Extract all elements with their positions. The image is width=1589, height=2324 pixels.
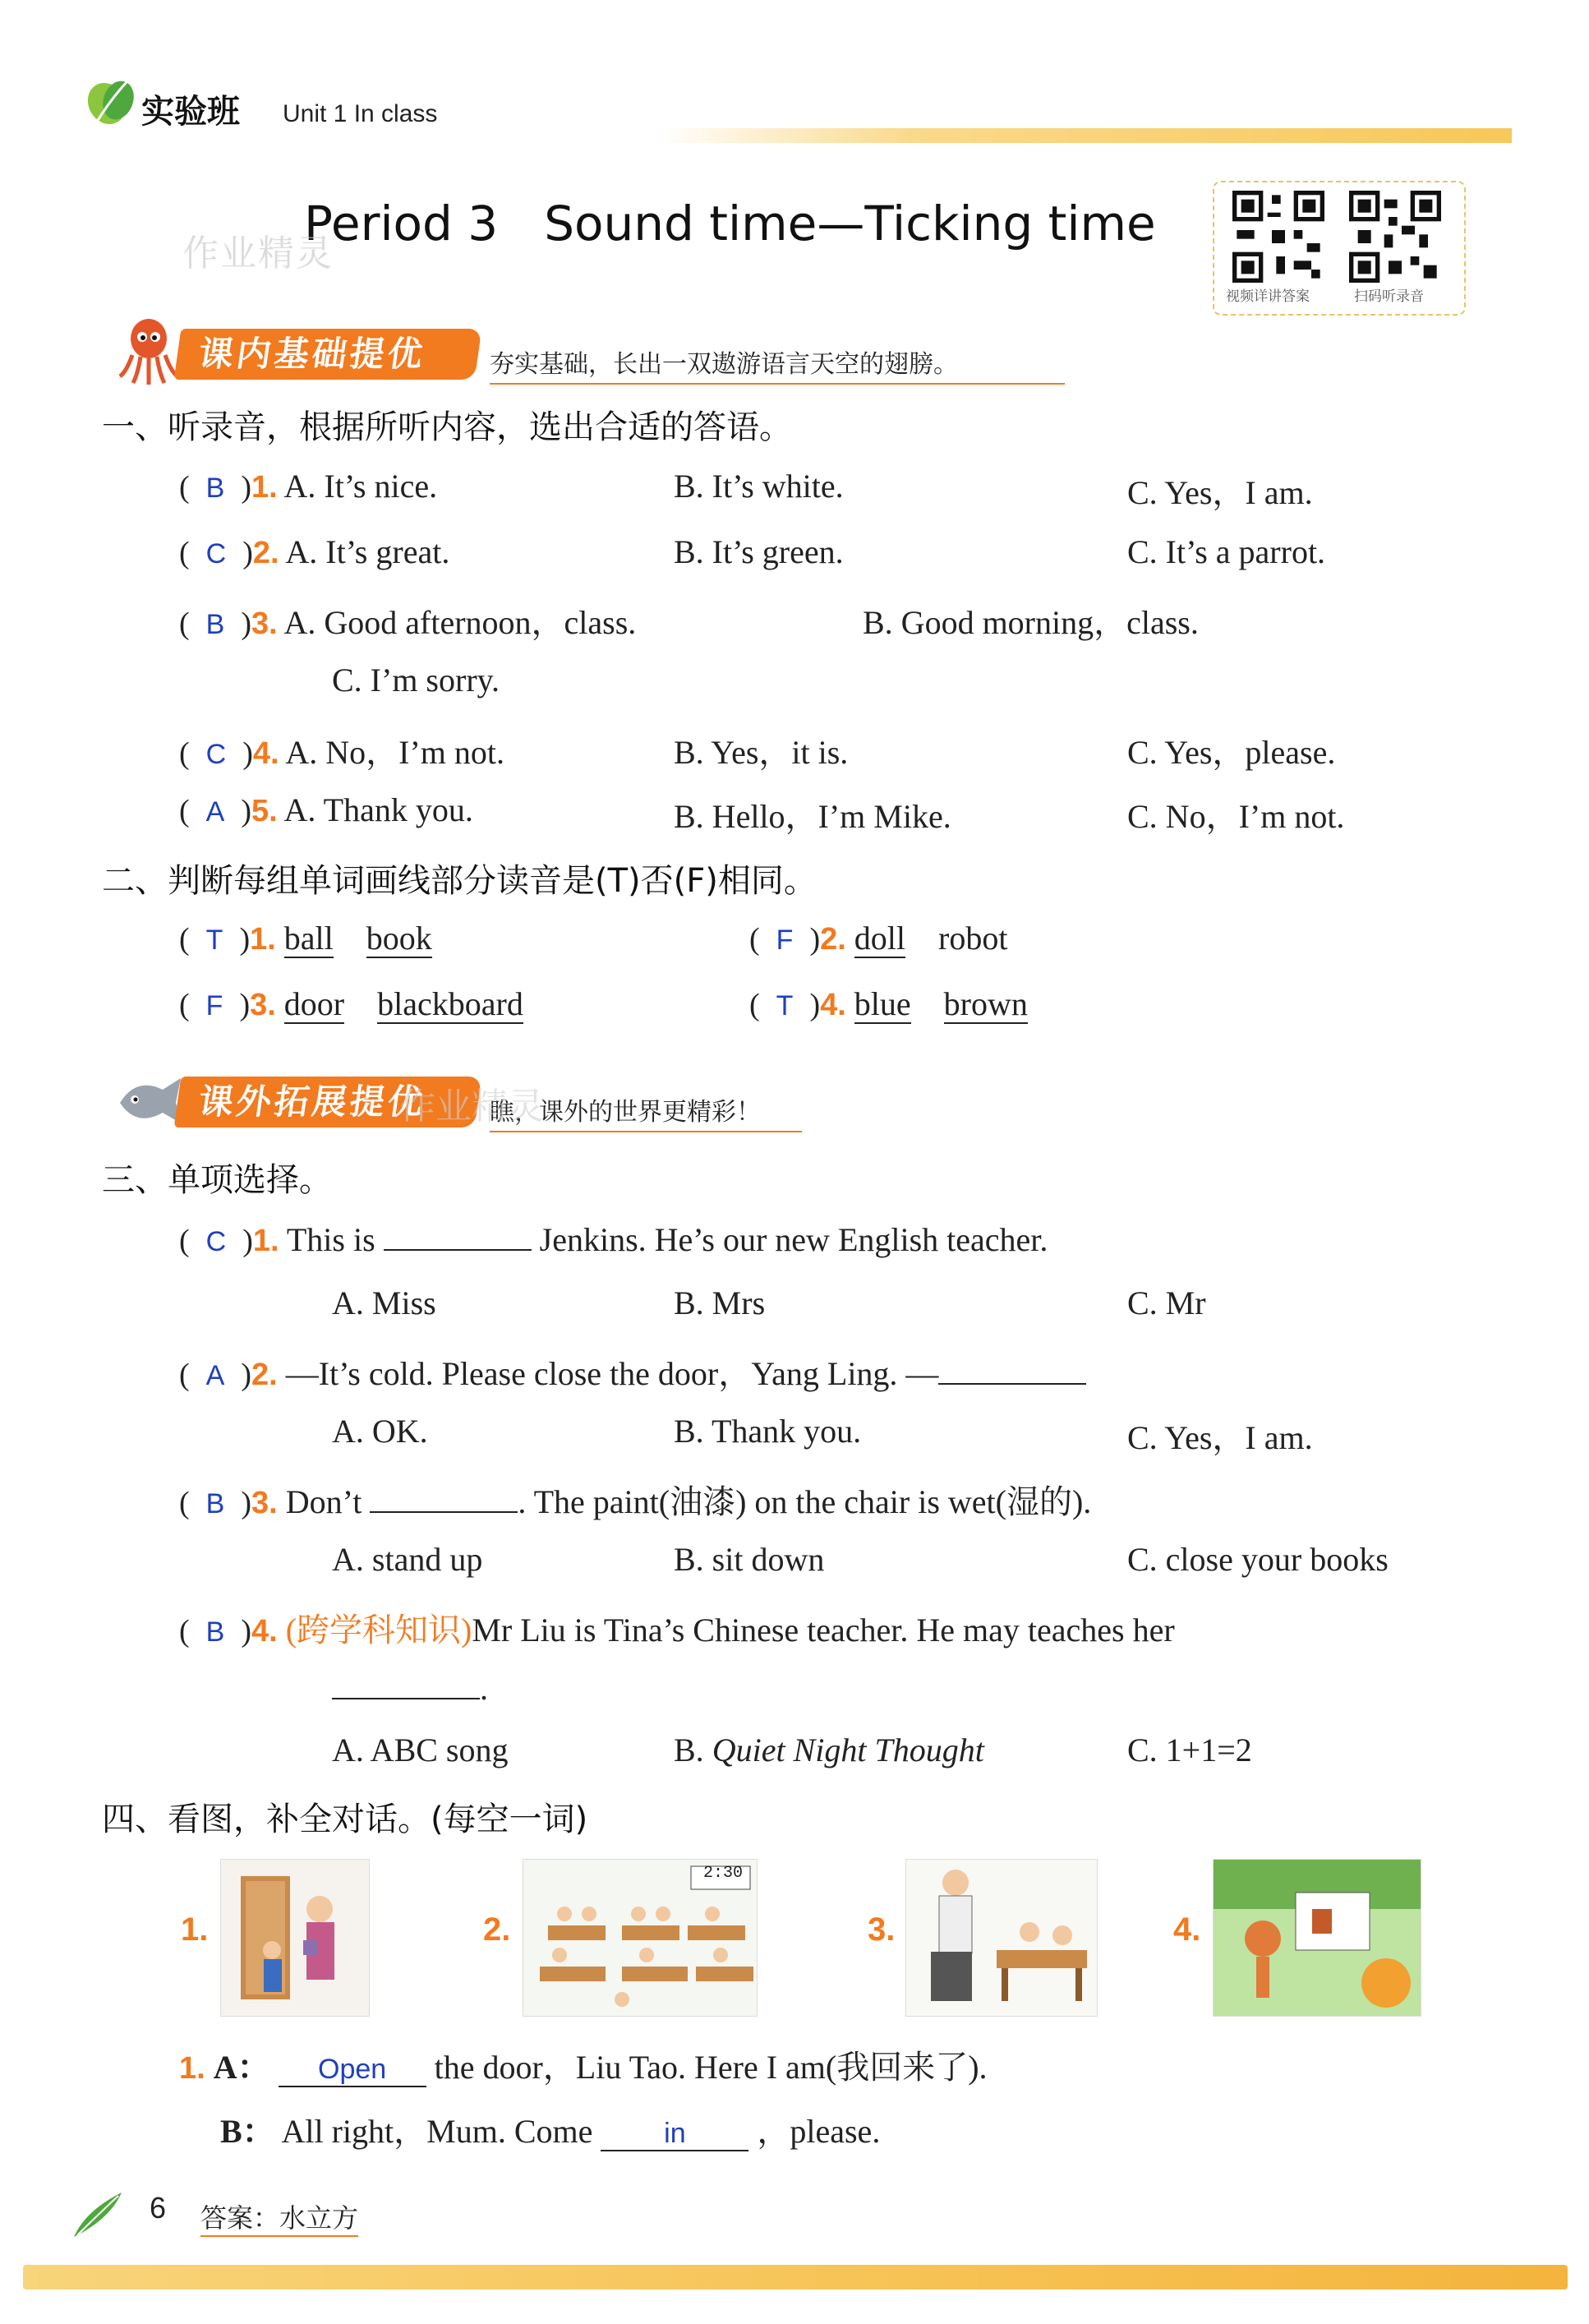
option-c: C. 1+1=2 — [1127, 1731, 1252, 1768]
watermark: 作业精灵 — [182, 233, 334, 274]
answer-mark: B — [205, 473, 225, 504]
qr-code-icon[interactable] — [1232, 191, 1324, 283]
question-row: ( B )3. Don’t . The paint(油漆) on the chair is wet(湿的). — [179, 1483, 1092, 1520]
answer-blank[interactable] — [384, 1220, 532, 1251]
qr-code-panel — [1213, 181, 1466, 316]
answer-mark: A — [205, 1360, 225, 1391]
section-heading: 四、看图，补全对话。(每空一词) — [102, 1801, 588, 1838]
answer-blank[interactable] — [370, 1482, 518, 1513]
picture-number: 2. — [483, 1911, 511, 1948]
option-b: B. Good morning，class. — [863, 604, 1199, 641]
qr-code-icon[interactable] — [1349, 191, 1441, 283]
page-title — [304, 196, 1156, 251]
option-b: B. It’s white. — [674, 468, 844, 505]
picture-park-scene — [1213, 1859, 1421, 2017]
question-number: 2. — [251, 1358, 278, 1392]
question-stem: —It’s cold. Please close the door，Yang Ling. — — [285, 1355, 939, 1392]
picture-teacher-scene — [905, 1859, 1098, 2017]
question-row: ( C )1. This is Jenkins. He’s our new English teacher. — [179, 1221, 1048, 1258]
question-stem: Jenkins. He’s our new English teacher. — [539, 1221, 1048, 1258]
word: blackboard — [377, 985, 523, 1022]
option-a: A. Good afternoon，class. — [283, 604, 637, 641]
question-number: 1. — [252, 1224, 279, 1258]
dialog-text: All right，Mum. Come — [281, 2113, 593, 2150]
answer-source: 答案：水立方 — [200, 2197, 358, 2237]
question-row: ( T )1. ball book — [179, 920, 432, 957]
leaf-logo-icon — [85, 76, 138, 128]
subject-note: (跨学科知识) — [285, 1612, 472, 1648]
banner-slogan: 瞧，课外的世界更精彩！ — [490, 1091, 802, 1132]
unit-label: Unit 1 In class — [283, 100, 438, 127]
option-c: C. Mr — [1127, 1284, 1206, 1321]
banner-slogan: 夯实基础，长出一双遨游语言天空的翅膀。 — [490, 344, 1065, 385]
question-number: 3. — [251, 1486, 278, 1520]
question-row: . — [332, 1668, 488, 1708]
answer-mark: B — [205, 1616, 225, 1648]
section-banner: 课外拓展提优 — [174, 1077, 482, 1127]
section-heading: 二、判断每组单词画线部分读音是(T)否(F)相同。 — [102, 862, 817, 900]
clock-time: 2:30 — [702, 1864, 743, 1883]
footer-bar — [23, 2265, 1568, 2289]
question-stem: This is — [286, 1221, 375, 1258]
word: book — [366, 920, 432, 957]
question-number: 2. — [252, 536, 279, 570]
answer-mark: B — [205, 609, 225, 640]
answer-mark: C — [205, 739, 227, 770]
option-a: A. ABC song — [332, 1731, 509, 1768]
question-row: ( C )4. A. No，I’m not. — [179, 734, 505, 771]
question-number: 1. — [251, 470, 278, 505]
watermark: 作业精灵 — [399, 1086, 544, 1127]
question-row: ( C )2. A. It’s great. — [179, 533, 450, 570]
picture-number: 1. — [181, 1911, 209, 1948]
option-b: B. Yes，it is. — [674, 734, 849, 771]
question-stem: Mr Liu is Tina’s Chinese teacher. He may teaches her — [472, 1612, 1175, 1648]
answer-mark: T — [205, 925, 223, 956]
answer-mark: F — [205, 990, 223, 1021]
option-c: C. No，I’m not. — [1127, 798, 1345, 835]
fill-blank[interactable]: Open — [279, 2054, 426, 2087]
option-b: B. sit down — [674, 1541, 825, 1578]
option-a: A. It’s nice. — [283, 468, 438, 505]
answer-mark: A — [205, 796, 225, 828]
option-a: A. No，I’m not. — [285, 734, 505, 771]
question-row: ( F )2. doll robot — [749, 920, 1008, 957]
section-banner: 课内基础提优 — [174, 329, 482, 380]
answer-blank[interactable] — [938, 1353, 1086, 1385]
option-b: B. Hello，I’m Mike. — [674, 798, 951, 835]
answer-mark: F — [776, 925, 794, 956]
question-row: ( B )3. A. Good afternoon，class. — [179, 604, 637, 641]
question-number: 4. — [252, 736, 279, 771]
qr-caption: 扫码听录音 — [1354, 288, 1424, 305]
word: door — [283, 985, 345, 1022]
qr-caption: 视频详讲答案 — [1226, 288, 1310, 305]
option-a: A. stand up — [332, 1541, 483, 1578]
option-b-prefix: B. — [674, 1731, 712, 1768]
question-number: 3. — [250, 988, 276, 1022]
option-a: A. It’s great. — [285, 533, 450, 570]
question-number: 3. — [251, 606, 278, 641]
question-row: ( B )1. A. It’s nice. — [179, 468, 438, 505]
answer-mark: B — [205, 1488, 225, 1519]
option-b-title: Quiet Night Thought — [712, 1731, 984, 1768]
option-c: C. Yes，I am. — [1127, 474, 1313, 511]
dialog-text: the door，Liu Tao. Here I am(我回来了). — [434, 2049, 988, 2086]
section-heading: 三、单项选择。 — [102, 1161, 332, 1199]
question-number: 4. — [820, 988, 846, 1022]
question-row: ( A )5. A. Thank you. — [179, 791, 473, 828]
speaker-label: A： — [213, 2049, 270, 2086]
question-number: 5. — [251, 794, 278, 828]
picture-number: 3. — [868, 1911, 896, 1948]
title-period: Period 3 — [304, 196, 499, 251]
option-c: C. close your books — [1127, 1541, 1389, 1578]
option-c: C. It’s a parrot. — [1127, 533, 1326, 570]
option-a: A. Thank you. — [283, 791, 473, 828]
question-row: ( A )2. —It’s cold. Please close the door，Yang Ling. — — [179, 1348, 1086, 1395]
title-topic: Sound time—Ticking time — [544, 196, 1156, 251]
option-b: B. Mrs — [674, 1284, 766, 1321]
answer-mark: T — [776, 990, 794, 1021]
speaker-label: B： — [220, 2113, 275, 2150]
word: robot — [938, 920, 1008, 957]
dialog-text: ，please. — [757, 2113, 881, 2150]
answer-mark: C — [205, 538, 227, 569]
section-heading: 一、听录音，根据所听内容，选出合适的答语。 — [102, 408, 792, 446]
question-number: 2. — [820, 922, 846, 957]
brand-name: 实验班 — [141, 93, 240, 131]
dialog-number: 1. — [179, 2051, 205, 2086]
question-number: 1. — [250, 922, 276, 957]
dialog-line — [179, 2041, 988, 2088]
option-c: C. Yes，I am. — [1127, 1419, 1313, 1456]
picture-door-scene — [220, 1859, 370, 2017]
header-bar — [657, 128, 1512, 143]
dialog-line — [220, 2105, 880, 2152]
answer-mark: C — [205, 1226, 227, 1257]
leaf-footer-icon — [69, 2186, 127, 2243]
answer-blank[interactable] — [332, 1668, 480, 1699]
option-c: C. Yes，please. — [1127, 734, 1336, 771]
question-row: ( T )4. blue brown — [749, 985, 1028, 1022]
option-b: B. Thank you. — [674, 1413, 862, 1450]
word: ball — [283, 920, 334, 957]
question-row: ( F )3. door blackboard — [179, 985, 523, 1022]
option-c: C. I’m sorry. — [332, 662, 500, 699]
question-stem: . The paint(油漆) on the chair is wet(湿的). — [518, 1483, 1092, 1520]
page-number: 6 — [150, 2191, 167, 2225]
word: blue — [854, 985, 911, 1022]
word: doll — [854, 920, 906, 957]
question-stem: Don’t — [285, 1483, 362, 1520]
word: brown — [943, 985, 1028, 1022]
question-row: ( B )4. (跨学科知识)Mr Liu is Tina’s Chinese teacher. He may teaches her — [179, 1612, 1175, 1648]
picture-number: 4. — [1173, 1911, 1201, 1948]
option-a: A. OK. — [332, 1413, 428, 1450]
option-b: B. It’s green. — [674, 533, 844, 570]
question-number: 4. — [251, 1614, 278, 1648]
fill-blank[interactable]: in — [601, 2118, 748, 2151]
option-b — [674, 1731, 984, 1769]
option-a: A. Miss — [332, 1284, 436, 1321]
